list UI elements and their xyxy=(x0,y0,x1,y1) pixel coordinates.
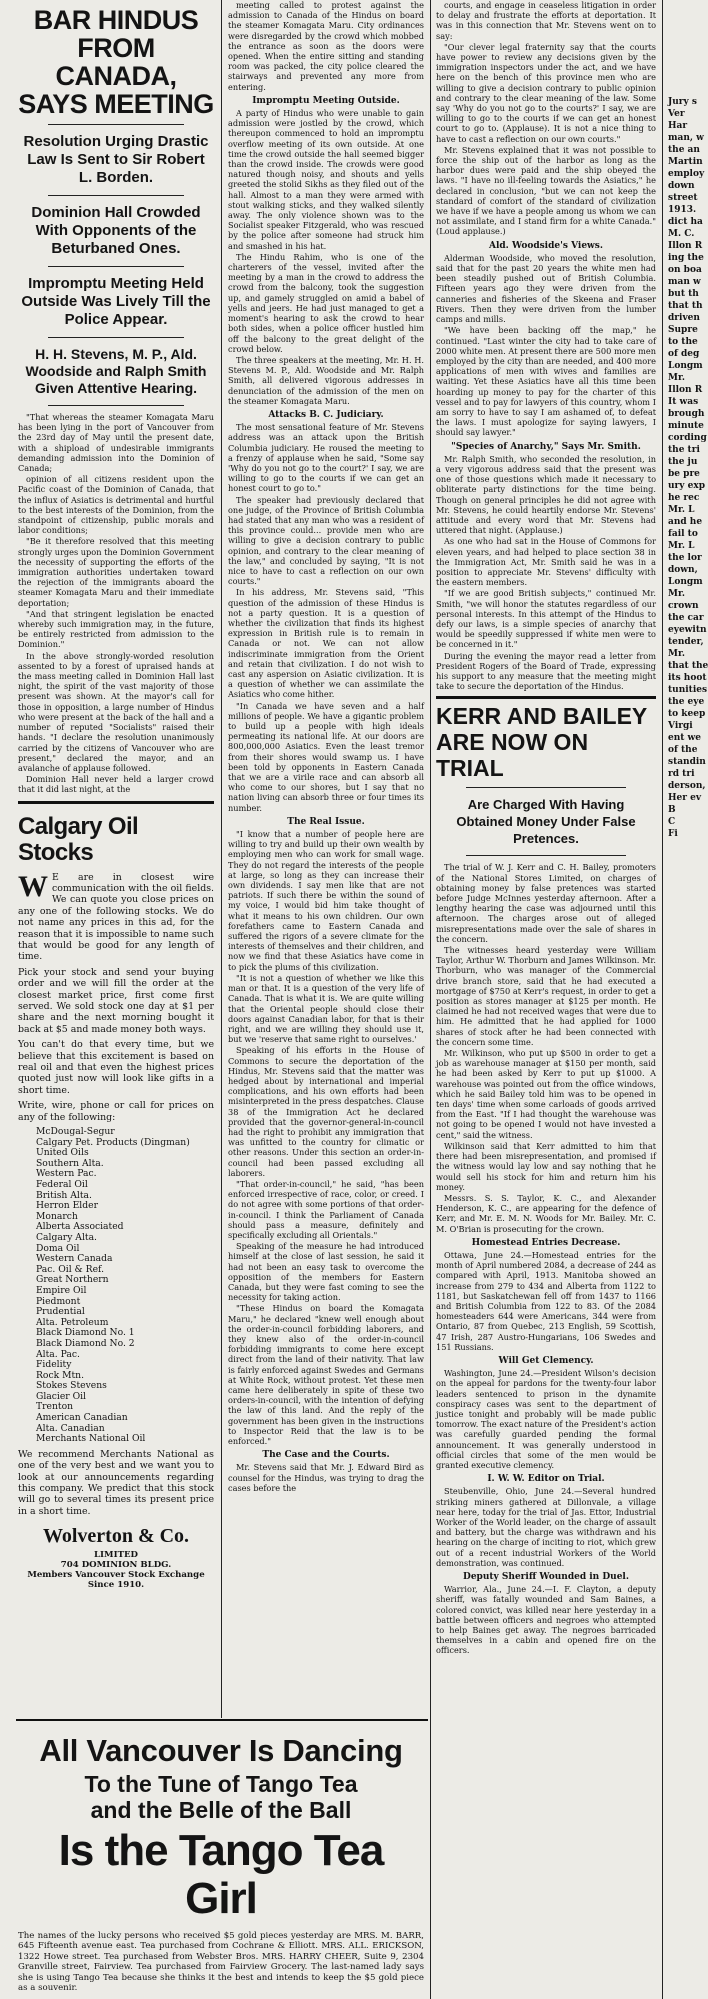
edge-line: C xyxy=(668,817,676,827)
paragraph: Mr. Wilkinson, who put up $500 in order to get a job as warehouse manager at $150 per month, said he had been asked by Kerr to put up $1000. A warehouse was pointed out from the office windows, which he said Bailey told him was to be opened in ten days' time when some carloads of goods arrived from the East. "If I had thought the warehouse was not going to be opened I would not have invested a cent," said the witness. xyxy=(436,1048,656,1140)
banner-line: Is the Tango Tea Girl xyxy=(58,1826,384,1923)
section-rule xyxy=(16,1719,428,1721)
edge-line: be pre xyxy=(668,469,700,479)
banner-body: The names of the lucky persons who received $5 gold pieces yesterday are MRS. M. BARR, 645 Fifteenth avenue east. Tea purchased from Cochrane & Elliott. MRS. ALL. ERICKSON, 1322 Howe street. Tea purchased from Webster Bros. MRS. HARRY CHEER, Suite 9, 2304 Granville street, Fairview. Tea purchased from Fairview Grocery. The last-named lady says she is using Tango Tea because she thinks it the best and intends to keep the $5 gold piece as a souvenir. xyxy=(18,1931,424,1994)
edge-line: Mr. xyxy=(668,589,686,599)
headline-kerr-bailey: KERR AND BAILEY ARE NOW ON TRIAL xyxy=(436,703,647,782)
paragraph: Write, wire, phone or call for prices on any of the following: xyxy=(18,1100,214,1123)
edge-line: that th xyxy=(668,301,703,311)
article-body xyxy=(436,862,656,1655)
stock-item: Fidelity xyxy=(36,1359,72,1371)
firm-name: Wolverton & Co. xyxy=(42,1525,190,1548)
edge-line: Virgi xyxy=(668,721,693,731)
edge-line: driven xyxy=(668,313,700,323)
ad-border xyxy=(18,801,214,804)
edge-text xyxy=(668,0,708,840)
stock-item: Monarch xyxy=(36,1210,78,1222)
deck-dominion-hall: Dominion Hall Crowded With Opponents of the Beturbaned Ones. xyxy=(31,204,201,257)
edge-line: minute xyxy=(668,421,704,431)
edge-line: that the xyxy=(668,661,708,671)
column-1 xyxy=(18,0,214,1716)
stock-item: Pac. Oil & Ref. xyxy=(36,1263,105,1275)
paragraph xyxy=(18,869,214,963)
paragraph: "I know that a number of people here are willing to try and build up their own wealth by employing men who can work for small wage. They do not regard the interests of the people at large, so long as they can increase their own dividends. I say men like that are not patriots. If such there be within the sound of my voice, I would bid him take thought of what it means to his own children. Our own forefathers came to Eastern Canada and suffered the rigors of a severe climate for the interests of themselves and their children, and now we find that these Asiatics have come in to pick the plums of this civilization. xyxy=(228,829,424,972)
article-body xyxy=(18,412,214,795)
stock-item: Rock Mtn. xyxy=(36,1369,85,1381)
paragraph: meeting called to protest against the admission to Canada of the Hindus on board the steamer Komagata Maru. City ordinances were disregarded by the crowd which mobbed the entrance as soon as the doors were opened. When the entire sitting and standing room was packed, the city police cleared the stairways and prevented any more from entering. xyxy=(228,0,424,92)
edge-line: fail to xyxy=(668,529,698,539)
edge-line: eyewitn xyxy=(668,625,707,635)
column-2 xyxy=(228,0,424,1716)
edge-line: the an xyxy=(668,145,700,155)
paragraph: courts, and engage in ceaseless litigation in order to delay and frustrate the efforts at deportation. It was in this connection that Mr. Stevens went on to say: xyxy=(436,0,656,41)
column-rule xyxy=(662,0,663,1999)
divider xyxy=(436,696,656,699)
paragraph: "In Canada we have seven and a half millions of people. We have a gigantic problem to build up a people with high ideals permeating its national life. At our doors are 800,000,000 Asiatics. Even the least tremor from their shores would swamp us. I have been told by opponents in Eastern Canada that we are a virile race and can absorb all who come to our shores, but I say that no nation living can absorb three or four times its number. xyxy=(228,700,424,813)
paragraph: The witnesses heard yesterday were William Taylor, Arthur W. Thorburn and James Wilkinson. Mr. Thorburn, who was manager of the Commercial drive branch store, said that he had executed a mortgage of $750 at Kerr's request, in order to get a position as stores manager at $125 per month. He claimed he had not received wages that were due to him. He admitted that he had applied for 1000 shares of stock after he had been connected with the concern some time. xyxy=(436,945,656,1047)
stock-item: Alta. Canadian xyxy=(36,1422,105,1434)
edge-line: Ver xyxy=(668,109,685,119)
ad-para: E are in closest wire communication with the oil fields. We can quote you close prices on any one of the following stocks. We do not name any prices in this ad, for the reason that it is impossible to name such that would be good for any length of time. xyxy=(18,871,214,963)
banner-line: and the Belle of the Ball xyxy=(90,1797,352,1823)
stock-item: Calgary Pet. Products (Dingman) xyxy=(36,1136,190,1148)
divider xyxy=(48,124,184,125)
edge-line: cording xyxy=(668,433,707,443)
paragraph: The speaker had previously declared that one judge, of the Province of British Columbia had stated that any man who was a resident of this province could... provide men who are willing to give a decision contrary to public opinion, and contrary to the clear meaning of the law," and concluded by saying, "It is not nice to have to cast a reflection on our own courts." xyxy=(228,494,424,587)
edge-line: he rec xyxy=(668,493,700,503)
edge-line: Mr. L xyxy=(668,541,695,551)
paragraph: Warrior, Ala., June 24.—I. F. Clayton, a deputy sheriff, was fatally wounded and Sam Baines, a colored convict, was killed near here yesterday in a battle between officers and negroes who attempted to help Baines get away. The negroes barricaded themselves in a cabin and opened fire on the officers. xyxy=(436,1584,656,1656)
divider xyxy=(48,266,184,267)
subhead: The Case and the Courts. xyxy=(262,1450,390,1461)
drop-cap: W xyxy=(18,869,48,903)
edge-line: employ xyxy=(668,169,705,179)
deck-resolution: Resolution Urging Drastic Law Is Sent to Sir Robert L. Borden. xyxy=(23,133,209,186)
paragraph: Alderman Woodside, who moved the resolution, said that for the past 20 years the white men had been steadily pushed out of British Columbia. Fifteen years ago they were driven from the canneries and fisheries of the Skeena and Fraser Rivers. Then they were driven from the lumber camps and mills. xyxy=(436,252,656,325)
edge-line: ent we xyxy=(668,733,702,743)
edge-line: brough xyxy=(668,409,705,419)
divider xyxy=(466,855,626,856)
edge-line: of deg xyxy=(668,349,700,359)
edge-line: standin xyxy=(668,757,706,767)
edge-line: Longm xyxy=(668,361,703,371)
paragraph: Dominion Hall never held a larger crowd that it did last night, at the xyxy=(18,774,214,795)
paragraph: "Our clever legal fraternity say that the courts have power to review any decisions given by the immigration inspectors under the act, and we have here on the bench of this province men who are willing to give a decision contrary to public opinion and contrary to the clear meaning of the law. Some say 'Why do you not go to the courts?' I say, we are willing to go to the courts if we can get an honest court to go to. (Applause). It is not a nice thing to have to cast a reflection on our own courts." xyxy=(436,41,656,144)
firm-line: 704 DOMINION BLDG. xyxy=(60,1560,172,1571)
deck-speakers: H. H. Stevens, M. P., Ald. Woodside and Ralph Smith Given Attentive Hearing. xyxy=(25,346,207,396)
deck-impromptu: Impromptu Meeting Held Outside Was Lively Till the Police Appear. xyxy=(21,275,211,328)
article-body xyxy=(228,0,424,1493)
divider xyxy=(48,405,184,406)
paragraph: In the above strongly-worded resolution assented to by a forest of upraised hands at the mass meeting called in Dominion Hall last night, the spirit of the vast majority of those present was shown. At the mayor's call for those in opposition, a large number of Hindus who were present at the back of the hall and a number of reputed "Socialists" raised their hands. "I declare the resolution unanimously carried by the citizens of Vancouver who are present," declared the mayor, and an avalanche of applause followed. xyxy=(18,650,214,773)
edge-line: Har xyxy=(668,121,688,131)
stock-item: American Canadian xyxy=(36,1412,128,1424)
edge-line: the lor xyxy=(668,553,702,563)
stock-item: Doma Oil xyxy=(36,1242,80,1254)
edge-line: but th xyxy=(668,289,699,299)
deck-kerr-bailey: Are Charged With Having Obtained Money Under False Pretences. xyxy=(456,797,636,847)
edge-line: and he xyxy=(668,517,703,527)
edge-line: 1913. xyxy=(668,205,697,215)
paragraph: The trial of W. J. Kerr and C. H. Bailey, promoters of the National Stores Limited, on charges of obtaining money by false pretences was started before Judge McInnes yesterday afternoon. After a lengthy hearing the case was adjourned until this afternoon. The charges arose out of alleged misrepresentations made over the sale of shares in the concern. xyxy=(436,862,656,944)
subhead: "Species of Anarchy," Says Mr. Smith. xyxy=(451,441,641,452)
divider xyxy=(48,337,184,338)
stock-item: Stokes Stevens xyxy=(36,1380,107,1392)
subhead: Deputy Sheriff Wounded in Duel. xyxy=(463,1572,629,1583)
paragraph: "And that stringent legislation be enacted whereby such immigration may, in the future, be entirely restricted from admission to the Dominion." xyxy=(18,608,214,650)
banner-line: All Vancouver Is Dancing xyxy=(39,1733,403,1768)
edge-line: the tri xyxy=(668,445,700,455)
stock-item: British Alta. xyxy=(36,1189,92,1201)
column-3 xyxy=(436,0,656,1999)
edge-line: Illon R xyxy=(668,385,703,395)
paragraph: "That order-in-council," he said, "has been enforced irrespective of race, color, or creed. I do not agree with some portions of that order-in-council. I think the Parliament of Canada should pass a measure, definitely and specifically excluding all Orientals." xyxy=(228,1178,424,1240)
stock-item: Federal Oil xyxy=(36,1179,88,1191)
stock-item: United Oils xyxy=(36,1147,89,1159)
stock-item: Alta. Pac. xyxy=(36,1348,80,1360)
subhead: Ald. Woodside's Views. xyxy=(488,240,603,251)
paragraph: Ottawa, June 24.—Homestead entries for the month of April numbered 2084, a decrease of 244 as compared with April, 1913. Manitoba showed an increase from 279 to 434 and Alberta from 1122 to 1181, but Saskatchewan fell off from 1437 to 1166 and British Columbia from 122 to 83. Of the 2084 homesteaders 644 were Americans, 344 were from Ontario, 87 from Quebec, 213 English, 59 Scottish, 47 Irish, 287 Austro-Hungarians, 106 Swedes and 151 Russians. xyxy=(436,1249,656,1352)
paragraph: The Hindu Rahim, who is one of the charterers of the vessel, invited after the meeting by a man in the crowd to address the crowd from the balcony, took the suggestion up, and gamely struggled on amid a babel of yells and jeers. He had just managed to get a moment's hearing to ask the crowd to hear both sides, when a police officer hustled him off the balcony to the great delight of the crowd below. xyxy=(228,251,424,354)
tango-tea-banner xyxy=(18,1724,424,1999)
stock-item: Calgary Alta. xyxy=(36,1231,97,1243)
stock-item: Piedmont xyxy=(36,1295,81,1307)
stock-item: Black Diamond No. 2 xyxy=(36,1337,135,1349)
paragraph: The three speakers at the meeting, Mr. H. H. Stevens M. P., Ald. Woodside and Mr. Ralph Smith, all delivered vigorous addresses in denunciation of the admission of the men on the steamer Komagata Maru. xyxy=(228,354,424,406)
edge-line: man, w xyxy=(668,133,704,143)
subhead: Attacks B. C. Judiciary. xyxy=(268,409,384,420)
paragraph: A party of Hindus who were unable to gain admission were jostled by the crowd, which thereupon commenced to hold an impromptu overflow meeting of its own outside. At one time the crowd outside the hall seemed bigger than the crowd inside. The crowds were good natured though noisy, and shouts and yells greeted the stolid Sikhs as they filed out of the hall. Almost to a man they were armed with stout walking sticks, and they walked silently away. The only violence shown was to the Socialist speaker Fitzgerald, who was rescued by the police after someone had struck him and smashed in his hat. xyxy=(228,108,424,251)
paragraph: Speaking of his efforts in the House of Commons to secure the deportation of the Hindus, Mr. Stevens said that the matter was hedged about by international and imperial complications, and his own efforts had been misinterpreted in the press despatches. Clause 38 of the Immigration Act he declared provided that the governor-general-in-council had the right to prohibit any immigration that was unfitted to the country for climatic or other reasons. Under this section an order-in-council had been passed excluding all laborers. xyxy=(228,1045,424,1178)
paragraph: Messrs. S. S. Taylor, K. C., and Alexander Henderson, K. C., are appearing for the defence of Kerr, and Mr. E. M. N. Woods for Mr. Bailey. Mr. C. M. O'Brian is prosecuting for the crown. xyxy=(436,1192,656,1234)
firm-line: Members Vancouver Stock Exchange xyxy=(27,1570,205,1581)
edge-line: derson, xyxy=(668,781,706,791)
divider xyxy=(466,787,626,788)
edge-line: rd tri xyxy=(668,769,695,779)
stock-item: Black Diamond No. 1 xyxy=(36,1327,135,1339)
edge-line: tender, xyxy=(668,637,704,647)
ad-body xyxy=(18,1449,214,1517)
column-rule xyxy=(221,0,222,1718)
ad-body xyxy=(18,869,214,1124)
stock-item: Southern Alta. xyxy=(36,1157,104,1169)
subhead: I. W. W. Editor on Trial. xyxy=(487,1474,605,1485)
paragraph: Speaking of the measure he had introduced himself at the close of last session, he said it had not been an easy task to overcome the opposition of the members for Eastern Canada, but they were fast coming to see the necessity for taking action. xyxy=(228,1241,424,1303)
subhead: The Real Issue. xyxy=(287,816,365,827)
paragraph: opinion of all citizens resident upon the Pacific coast of the Dominion of Canada, that the influx of Asiatics is detrimental and hurtful to the best interests of the Dominion, from the standpoint of citizenship, public morals and labor conditions; xyxy=(18,474,214,536)
edge-line: Mr. xyxy=(668,649,686,659)
edge-line: ing the xyxy=(668,253,704,263)
paragraph: "If we are good British subjects," continued Mr. Smith, "we will honor the statutes regardless of our personal interests. In this attempt of the Hindus to defy our laws, is a simple species of anarchy that would be speedily suppressed if white men were to be concerned in it." xyxy=(436,588,656,650)
paragraph: "It is not a question of whether we like this man or that. It is a question of the very life of Canada. That is what it is. We are quite willing that the Oriental people should close their doors against Canadian labor, for that is their right, and we are willing they should use it, but we 'reserve that same right to ourselves.' xyxy=(228,972,424,1045)
stock-item: Western Pac. xyxy=(36,1168,97,1180)
stock-list xyxy=(36,1127,214,1445)
stock-item: Western Canada xyxy=(36,1253,113,1265)
paragraph: "These Hindus on board the Komagata Maru," he declared "knew well enough about the order-in-council forbidding laborers, and they knew also of the order-in-council forbidding immigrants to come here except direct from the land of their nativity. That law is fairly enforced against Swedes and Germans at White Rock, without protest. Yet these men came here deliberately in spite of these two orders-in-council, with the intention of defying the law of this land. And the reply of the government has been given in the instructions to Inspector Reid that the law is to be enforced." xyxy=(228,1303,424,1447)
paragraph: "We have been backing off the map," he continued. "Last winter the city had to take care of 2000 white men. At present there are 500 more men employed by the city than are needed, and 400 more applications of men with wives and families are waiting. Yet these Asiatics have all this time been hoarding up money to pay for the charter of this vessel and to pay for lawyers of this country, whom I am sorry to have to say I am ashamed of, to defeat the laws. I must apologize for saying lawyers, I should say lawyer." xyxy=(436,325,656,438)
banner-line: To the Tune of Tango Tea xyxy=(84,1771,358,1797)
paragraph: In his address, Mr. Stevens said, "This question of the admission of these Hindus is not a party question. It is a question of whether the civilization that finds its highest expression in British rule is to remain in Canada or not. We can not allow indiscriminate immigration from the Orient and retain that civilization. I do not wish to cast any aspersion on Asiatic civilization. It is a question of whether we can assimilate the Asiatics who come hither. xyxy=(228,587,424,700)
stock-item: Empire Oil xyxy=(36,1284,87,1296)
edge-line: Longm xyxy=(668,577,703,587)
edge-line: its hoot xyxy=(668,673,707,683)
edge-line: the car xyxy=(668,613,704,623)
stock-item: Trenton xyxy=(36,1401,74,1413)
paragraph: Wilkinson said that Kerr admitted to him that there had been misrepresentation, and promised if the witness would lay low and say nothing that he would sell his stock for him and return him his money. xyxy=(436,1140,656,1192)
paragraph: Mr. Ralph Smith, who seconded the resolution, in a very vigorous address said that the present was one of those questions which made it necessary to obliterate party distinctions for the time being. Though on general principles he did not agree with Mr. Stevens, he could heartily endorse Mr. Stevens' attitude and every word that Mr. Stevens had uttered that night. (Applause.) xyxy=(436,453,656,536)
edge-line: Supre xyxy=(668,325,698,335)
paragraph: "Be it therefore resolved that this meeting strongly urges upon the Dominion Government the necessity of supporting the efforts of the immigration authorities undertaken toward the rejection of the immigrants aboard the steamer Komagata Maru and their immediate deportation; xyxy=(18,536,214,608)
edge-line: the eye xyxy=(668,697,705,707)
edge-line: down xyxy=(668,181,695,191)
edge-line: B xyxy=(668,805,676,815)
paragraph: Washington, June 24.—President Wilson's decision on the appeal for pardons for the twenty-four labor leaders sentenced to prison in the dynamite conspiracy cases was sent to the department of justice tonight and probably will be made public tomorrow. The exact nature of the President's action was carefully guarded pending the formal announcement. It was generally understood in official circles that some of the men would be granted executive clemency. xyxy=(436,1368,656,1470)
subhead: Will Get Clemency. xyxy=(498,1355,594,1366)
edge-line: ury exp xyxy=(668,481,706,491)
edge-line: Illon R xyxy=(668,241,703,251)
paragraph: The most sensational feature of Mr. Stevens address was an attack upon the British Columbia judiciary. He roused the meeting to a frenzy of applause when he said, "Some say 'Why do you not go to the court?' I say, we are willing to go to the courts if we can get an honest court to go to." xyxy=(228,422,424,494)
paragraph: "That whereas the steamer Komagata Maru has been lying in the port of Vancouver from the 23rd day of May until the present date, with a shipload of undesirable immigrants demanding admission into the Dominion of Canada; xyxy=(18,412,214,474)
paragraph: Pick your stock and send your buying order and we will fill the order at the closest market price, first come first served. We sold stock one day at $1 per share and the next morning bought it back at $5 and made money both ways. xyxy=(18,966,214,1035)
column-rule xyxy=(430,0,431,1999)
stock-item: McDougal-Segur xyxy=(36,1126,115,1138)
paragraph: During the evening the mayor read a letter from President Rogers of the Board of Trade, expressing his support to any measure that the meeting might take to secure the deportation of the Hindus. xyxy=(436,650,656,692)
article-body xyxy=(436,0,656,691)
edge-line: on boa xyxy=(668,265,702,275)
stock-item: Herron Elder xyxy=(36,1200,98,1212)
edge-line: M. C. xyxy=(668,229,695,239)
edge-line: Martin xyxy=(668,157,703,167)
edge-line: It was xyxy=(668,397,699,407)
paragraph: You can't do that every time, but we believe that this excitement is based on real oil and that even the highest prices quoted just now will look like gifts in a short time. xyxy=(18,1039,214,1096)
column-4-partial xyxy=(668,0,708,1999)
stock-item: Alberta Associated xyxy=(36,1221,124,1233)
edge-line: dict ha xyxy=(668,217,703,227)
edge-line: crown xyxy=(668,601,699,611)
edge-line: man w xyxy=(668,277,701,287)
headline-bar-hindus: BAR HINDUS FROM CANADA, SAYS MEETING xyxy=(18,5,214,119)
edge-line: tunities xyxy=(668,685,708,695)
paragraph: We recommend Merchants National as one of the very best and we want you to look at our announcements regarding this company. We predict that this stock will go to several times its present price in a short time. xyxy=(18,1448,214,1517)
edge-line: to keep xyxy=(668,709,706,719)
edge-line: Her ev xyxy=(668,793,702,803)
paragraph: Mr. Stevens explained that it was not possible to force the ship out of the harbor as long as the harbor dues were paid and the ship obeyed the laws. "I have no ill-feeling towards the Asiatics," he declared in conclusion, "but we can not keep the standard of comfort of the standard of civilization we have if we have a people among us whom we can not assimilate, and I stand firm for a white Canada." (Loud applause.) xyxy=(436,144,656,237)
stock-item: Alta. Petroleum xyxy=(36,1316,109,1328)
firm-line: LIMITED xyxy=(94,1550,138,1561)
edge-line: street xyxy=(668,193,698,203)
edge-line: Mr. xyxy=(668,373,686,383)
divider xyxy=(48,195,184,196)
edge-line: of the xyxy=(668,745,698,755)
stock-item: Merchants National Oil xyxy=(36,1433,146,1445)
edge-line: Jury s xyxy=(668,97,697,107)
edge-line: Fi xyxy=(668,829,678,839)
edge-line: to the xyxy=(668,337,698,347)
subhead: Impromptu Meeting Outside. xyxy=(252,95,400,106)
paragraph: Steubenville, Ohio, June 24.—Several hundred striking miners gathered at Dillonvale, a village near here, today for the trial of Jas. Ettor, Industrial Worker of the World leader, on the charge of assault and battery, but the charge was withdrawn and his hearing on the charge of inciting to riot, which grew out of a recent industrial Workers of the World demonstration, was continued. xyxy=(436,1486,656,1568)
firm-line: Since 1910. xyxy=(87,1580,145,1591)
edge-line: down, xyxy=(668,565,698,575)
edge-line: the ju xyxy=(668,457,698,467)
ad-title-calgary-oil-stocks: Calgary Oil Stocks xyxy=(18,812,139,866)
edge-line: Mr. L xyxy=(668,505,695,515)
stock-item: Great Northern xyxy=(36,1274,109,1286)
stock-item: Glacier Oil xyxy=(36,1390,86,1402)
paragraph: Mr. Stevens said that Mr. J. Edward Bird as counsel for the Hindus, was trying to drag the cases before the xyxy=(228,1462,424,1493)
subhead: Homestead Entries Decrease. xyxy=(471,1237,621,1248)
stock-item: Prudential xyxy=(36,1306,85,1318)
paragraph: As one who had sat in the House of Commons for eleven years, and had helped to place section 38 in the Immigration Act, Mr. Smith said he was in a position to appreciate Mr. Stevens' difficulty with the eastern members. xyxy=(436,536,656,588)
